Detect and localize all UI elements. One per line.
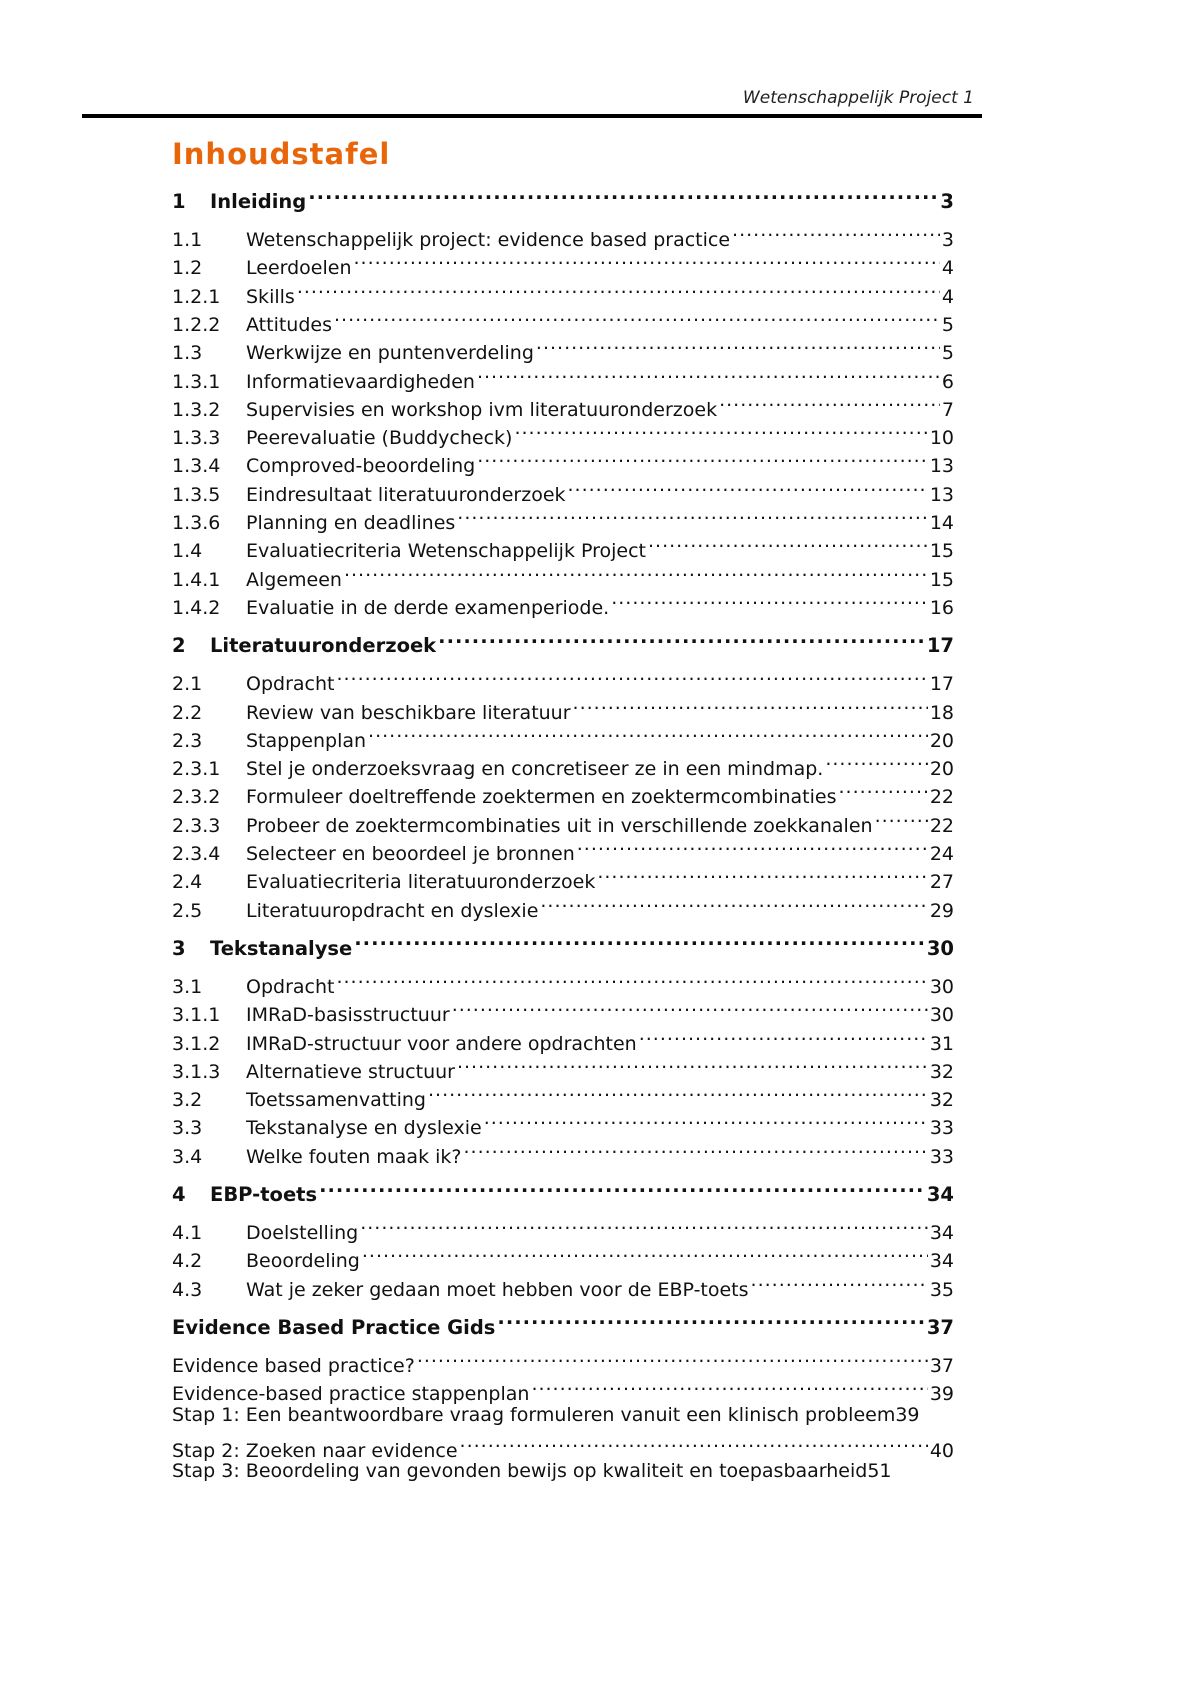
toc-entry-title: Evaluatiecriteria literatuuronderzoek xyxy=(246,871,596,894)
toc-entry[interactable] xyxy=(172,331,954,365)
toc-entry[interactable] xyxy=(172,416,954,450)
toc-entry[interactable] xyxy=(172,1078,954,1112)
dot-leader xyxy=(336,662,927,690)
toc-entry-title: Evaluatiecriteria Wetenschappelijk Project xyxy=(246,540,646,563)
toc-entry-title: Beoordeling xyxy=(246,1250,360,1273)
toc-entry-number: 3.1.1 xyxy=(172,1004,221,1027)
toc-entry-number: 2.3.3 xyxy=(172,814,221,837)
toc-entry-page: 30 xyxy=(929,975,954,998)
toc-entry-number: 1.3.5 xyxy=(172,483,221,506)
toc-entry-number: 1.3.6 xyxy=(172,512,221,534)
toc-entry[interactable] xyxy=(172,218,954,251)
toc-entry-title: Informatievaardigheden xyxy=(246,370,475,393)
toc-entry-page: 6 xyxy=(941,370,954,393)
toc-entry-title: Attitudes xyxy=(246,313,332,336)
toc-entry[interactable] xyxy=(172,965,954,998)
toc-entry-title: Doelstelling xyxy=(246,1222,359,1244)
dot-leader xyxy=(477,444,928,472)
toc-entry-number: 1.1 xyxy=(172,229,203,251)
toc-entry[interactable] xyxy=(172,889,954,922)
dot-leader xyxy=(536,331,940,359)
toc-entry-page: 40 xyxy=(929,1439,954,1462)
toc-entry-title: Evidence-based practice stappenplan xyxy=(172,1383,530,1406)
toc-entry-title: IMRaD-structuur voor andere opdrachten xyxy=(246,1032,637,1055)
toc-entry-page: 15 xyxy=(929,540,954,563)
toc-entry-number: 1.3.1 xyxy=(172,370,221,393)
toc-entry-number: 1.3.4 xyxy=(172,455,221,478)
page-header xyxy=(82,84,982,118)
toc-entry-page: 20 xyxy=(929,729,954,752)
toc-entry-number: 2.3.2 xyxy=(172,786,221,809)
toc-entry-page: 39 xyxy=(929,1383,954,1406)
toc-entry-page: 13 xyxy=(929,455,954,478)
toc-entry-title: Stap 1: Een beantwoordbare vraag formuleren vanuit een klinisch probleem xyxy=(172,1403,896,1426)
toc-entry-page: 22 xyxy=(929,786,954,809)
toc-chapter-entry[interactable] xyxy=(172,624,954,658)
dot-leader xyxy=(875,804,928,832)
toc-entry-page: 22 xyxy=(929,814,954,837)
toc-entry-page: 5 xyxy=(941,342,954,365)
toc-entry-title: Algemeen xyxy=(246,568,342,591)
toc-entry-title: Comproved-beoordeling xyxy=(246,455,476,478)
toc-entry-title: Probeer de zoektermcombinaties uit in verschillende zoekkanalen xyxy=(246,814,873,837)
toc-entry-title: Skills xyxy=(246,285,295,308)
toc-entry-title: Peerevaluatie (Buddycheck) xyxy=(246,427,513,450)
dot-leader xyxy=(417,1344,928,1372)
toc-entry-page: 34 xyxy=(926,1183,954,1206)
toc-entry-number: 3.3 xyxy=(172,1117,203,1140)
toc-entry-page: 27 xyxy=(929,871,954,894)
toc-entry-title: Supervisies en workshop ivm literatuuronderzoek xyxy=(246,398,718,421)
dot-leader xyxy=(319,1173,925,1201)
toc-entry-title: IMRaD-basisstructuur xyxy=(246,1004,450,1027)
dot-leader xyxy=(732,218,940,246)
toc-entry-page: 37 xyxy=(926,1315,954,1339)
toc-entry[interactable] xyxy=(172,501,954,534)
dot-leader xyxy=(514,416,927,444)
toc-entry-title: Leerdoelen xyxy=(246,257,352,280)
dot-leader xyxy=(597,860,927,888)
toc-entry-number: 1.4.2 xyxy=(172,596,221,619)
toc-entry[interactable] xyxy=(172,275,954,308)
toc-entry[interactable] xyxy=(172,586,954,619)
dot-leader xyxy=(438,624,925,652)
toc-entry[interactable] xyxy=(172,860,954,894)
toc-entry-number: 1.2 xyxy=(172,257,203,280)
toc-entry-title: Eindresultaat literatuuronderzoek xyxy=(246,483,566,506)
toc-entry-page: 34 xyxy=(929,1222,954,1244)
dot-leader xyxy=(751,1268,928,1296)
toc-entry-page: 29 xyxy=(929,899,954,922)
toc-entry[interactable] xyxy=(172,1344,954,1377)
toc-entry[interactable] xyxy=(172,747,954,781)
dot-leader xyxy=(297,275,940,303)
toc-entry-number: 1.2.2 xyxy=(172,313,221,336)
toc-entry[interactable] xyxy=(172,303,954,336)
toc-entry-number: 3.1.3 xyxy=(172,1060,221,1083)
toc-entry-page: 5 xyxy=(941,313,954,336)
toc-entry-title: Tekstanalyse en dyslexie xyxy=(246,1117,482,1140)
toc-entry-number: 3.4 xyxy=(172,1145,203,1168)
toc-entry-page: 16 xyxy=(929,596,954,619)
toc-entry-number: 4 xyxy=(172,1183,186,1206)
toc-entry-page: 3 xyxy=(941,229,954,251)
toc-entry-page: 33 xyxy=(929,1117,954,1140)
toc-entry[interactable] xyxy=(172,719,954,752)
toc-entry-page: 33 xyxy=(929,1145,954,1168)
toc-entry-number: 1.4 xyxy=(172,540,203,563)
toc-entry-number: 2.3.1 xyxy=(172,758,221,781)
toc-entry-number: 2.2 xyxy=(172,701,203,724)
toc-entry[interactable] xyxy=(172,1429,954,1462)
toc-entry-page: 35 xyxy=(929,1278,954,1301)
toc-entry-title: Evidence Based Practice Gids xyxy=(172,1315,496,1339)
toc-entry-title: Stap 2: Zoeken naar evidence xyxy=(172,1439,458,1462)
toc-entry-number: 3.1 xyxy=(172,975,203,998)
toc-entry-title: Planning en deadlines xyxy=(246,512,456,534)
dot-leader xyxy=(360,1211,928,1239)
dot-leader xyxy=(577,832,928,860)
toc-entry[interactable] xyxy=(172,1050,954,1083)
toc-entry-page: 24 xyxy=(929,843,954,865)
toc-entry[interactable] xyxy=(172,775,954,809)
toc-entry-title: Evidence based practice? xyxy=(172,1354,415,1377)
toc-entry-page: 17 xyxy=(926,634,954,658)
toc-entry-page: 4 xyxy=(941,257,954,280)
toc-entry-number: 3.1.2 xyxy=(172,1032,221,1055)
dot-leader xyxy=(477,360,940,388)
toc-entry-title: Wetenschappelijk project: evidence based practice xyxy=(246,229,731,251)
toc-entry-number: 4.3 xyxy=(172,1278,203,1301)
toc-entry-title: Inleiding xyxy=(210,190,307,213)
toc-entry-number: 2.1 xyxy=(172,673,203,696)
dot-leader xyxy=(460,1429,928,1457)
toc-entry[interactable] xyxy=(172,1135,954,1168)
toc-chapter-entry[interactable] xyxy=(172,1173,954,1206)
toc-entry-title: Literatuuropdracht en dyslexie xyxy=(246,899,539,922)
toc-title: Inhoudstafel xyxy=(172,137,391,171)
toc-entry-page: 32 xyxy=(929,1089,954,1112)
dot-leader xyxy=(334,303,940,331)
toc-entry[interactable] xyxy=(172,558,954,591)
dot-leader xyxy=(639,1022,928,1050)
dot-leader xyxy=(354,927,925,955)
toc-entry-number: 2.4 xyxy=(172,871,203,894)
dot-leader xyxy=(484,1106,928,1134)
toc-entry-title: Evaluatie in de derde examenperiode. xyxy=(246,596,610,619)
toc-entry-number: 2.3 xyxy=(172,729,203,752)
toc-entry-number: 2 xyxy=(172,634,186,658)
dot-leader xyxy=(825,747,927,775)
dot-leader xyxy=(573,691,928,719)
toc-entry[interactable] xyxy=(172,1457,954,1485)
toc-entry[interactable] xyxy=(172,804,954,837)
toc-entry[interactable] xyxy=(172,388,954,421)
toc-entry-page: 10 xyxy=(929,427,954,450)
toc-entry-number: 3.2 xyxy=(172,1089,203,1112)
toc-entry-title: Wat je zeker gedaan moet hebben voor de EBP-toets xyxy=(246,1278,749,1301)
toc-entry[interactable] xyxy=(172,529,954,563)
toc-entry-title: Toetssamenvatting xyxy=(246,1089,426,1112)
toc-entry[interactable] xyxy=(172,246,954,280)
toc-entry[interactable] xyxy=(172,993,954,1027)
toc-entry-title: Stap 3: Beoordeling van gevonden bewijs op kwaliteit en toepasbaarheid xyxy=(172,1460,868,1483)
dot-leader xyxy=(452,993,928,1021)
dot-leader xyxy=(308,180,938,208)
toc-entry-number: 1.3 xyxy=(172,342,203,365)
dot-leader xyxy=(344,558,928,586)
toc-entry-number: 1.4.1 xyxy=(172,568,221,591)
toc-entry-page: 7 xyxy=(941,398,954,421)
toc-entry-page: 34 xyxy=(929,1250,954,1273)
dot-leader xyxy=(362,1239,928,1267)
toc-chapter-entry[interactable] xyxy=(172,1306,954,1339)
dot-leader xyxy=(540,889,927,917)
toc-entry[interactable] xyxy=(172,1372,954,1406)
toc-entry[interactable] xyxy=(172,1106,954,1140)
toc-entry-page: 15 xyxy=(929,568,954,591)
dot-leader xyxy=(457,1050,928,1078)
toc-entry-title: Tekstanalyse xyxy=(210,936,353,960)
toc-entry-number: 1.3.2 xyxy=(172,398,221,421)
toc-entry-number: 4.2 xyxy=(172,1250,203,1273)
dot-leader xyxy=(531,1372,927,1400)
toc-entry-title: Opdracht xyxy=(246,673,335,696)
toc-entry-page: 39 xyxy=(895,1403,920,1426)
dot-leader xyxy=(497,1306,924,1334)
toc-entry-title: EBP-toets xyxy=(210,1183,318,1206)
toc-entry-number: 3 xyxy=(172,936,186,960)
toc-entry-page: 17 xyxy=(929,673,954,696)
header-text: Wetenschappelijk Project 1 xyxy=(742,88,974,108)
dot-leader xyxy=(428,1078,928,1106)
toc-entry-title: Selecteer en beoordeel je bronnen xyxy=(246,843,575,865)
toc-entry-page: 4 xyxy=(941,285,954,308)
dot-leader xyxy=(719,388,940,416)
toc-entry-number: 2.5 xyxy=(172,899,203,922)
toc-entry-title: Formuleer doeltreffende zoektermen en zoektermcombinaties xyxy=(246,786,837,809)
toc-entry-number: 2.3.4 xyxy=(172,843,221,865)
toc-entry-page: 37 xyxy=(929,1354,954,1377)
toc-entry-page: 32 xyxy=(929,1060,954,1083)
toc-entry[interactable] xyxy=(172,832,954,865)
toc-entry-title: Stel je onderzoeksvraag en concretiseer ze in een mindmap. xyxy=(246,758,824,781)
toc-chapter-entry[interactable] xyxy=(172,927,954,960)
dot-leader xyxy=(457,501,928,529)
toc-entry[interactable] xyxy=(172,1401,954,1429)
toc-entry-page: 18 xyxy=(929,701,954,724)
toc-entry-page: 30 xyxy=(926,936,954,960)
toc-entry-title: Literatuuronderzoek xyxy=(210,634,437,658)
toc-entry-title: Alternatieve structuur xyxy=(246,1060,455,1083)
toc-entry-number: 4.1 xyxy=(172,1222,203,1244)
dot-leader xyxy=(648,529,928,557)
dot-leader xyxy=(611,586,928,614)
dot-leader xyxy=(368,719,928,747)
toc-entry-title: Stappenplan xyxy=(246,729,367,752)
toc-entry-title: Opdracht xyxy=(246,975,335,998)
toc-entry-page: 3 xyxy=(940,190,954,213)
toc-entry-page: 13 xyxy=(929,483,954,506)
toc-entry[interactable] xyxy=(172,1022,954,1055)
dot-leader xyxy=(354,246,940,274)
toc-entry[interactable] xyxy=(172,691,954,724)
toc-entry-page: 14 xyxy=(929,512,954,534)
toc-entry[interactable] xyxy=(172,1268,954,1301)
toc-entry-title: Welke fouten maak ik? xyxy=(246,1145,462,1168)
dot-leader xyxy=(568,473,928,501)
dot-leader xyxy=(336,965,927,993)
dot-leader xyxy=(463,1135,927,1163)
toc-entry-page: 30 xyxy=(929,1004,954,1027)
toc-entry[interactable] xyxy=(172,662,954,696)
toc-entry[interactable] xyxy=(172,473,954,506)
toc-entry[interactable] xyxy=(172,1211,954,1244)
toc-entry-title: Werkwijze en puntenverdeling xyxy=(246,342,534,365)
toc-entry-number: 1.2.1 xyxy=(172,285,221,308)
toc-entry[interactable] xyxy=(172,444,954,478)
toc-entry-page: 31 xyxy=(929,1032,954,1055)
toc-chapter-entry[interactable] xyxy=(172,180,954,213)
toc-entry-number: 1.3.3 xyxy=(172,427,221,450)
toc-entry-page: 20 xyxy=(929,758,954,781)
toc-entry-number: 1 xyxy=(172,190,186,213)
dot-leader xyxy=(839,775,928,803)
toc-entry-page: 51 xyxy=(867,1460,892,1483)
toc-entry-title: Review van beschikbare literatuur xyxy=(246,701,571,724)
toc-entry[interactable] xyxy=(172,360,954,393)
toc-entry[interactable] xyxy=(172,1239,954,1273)
